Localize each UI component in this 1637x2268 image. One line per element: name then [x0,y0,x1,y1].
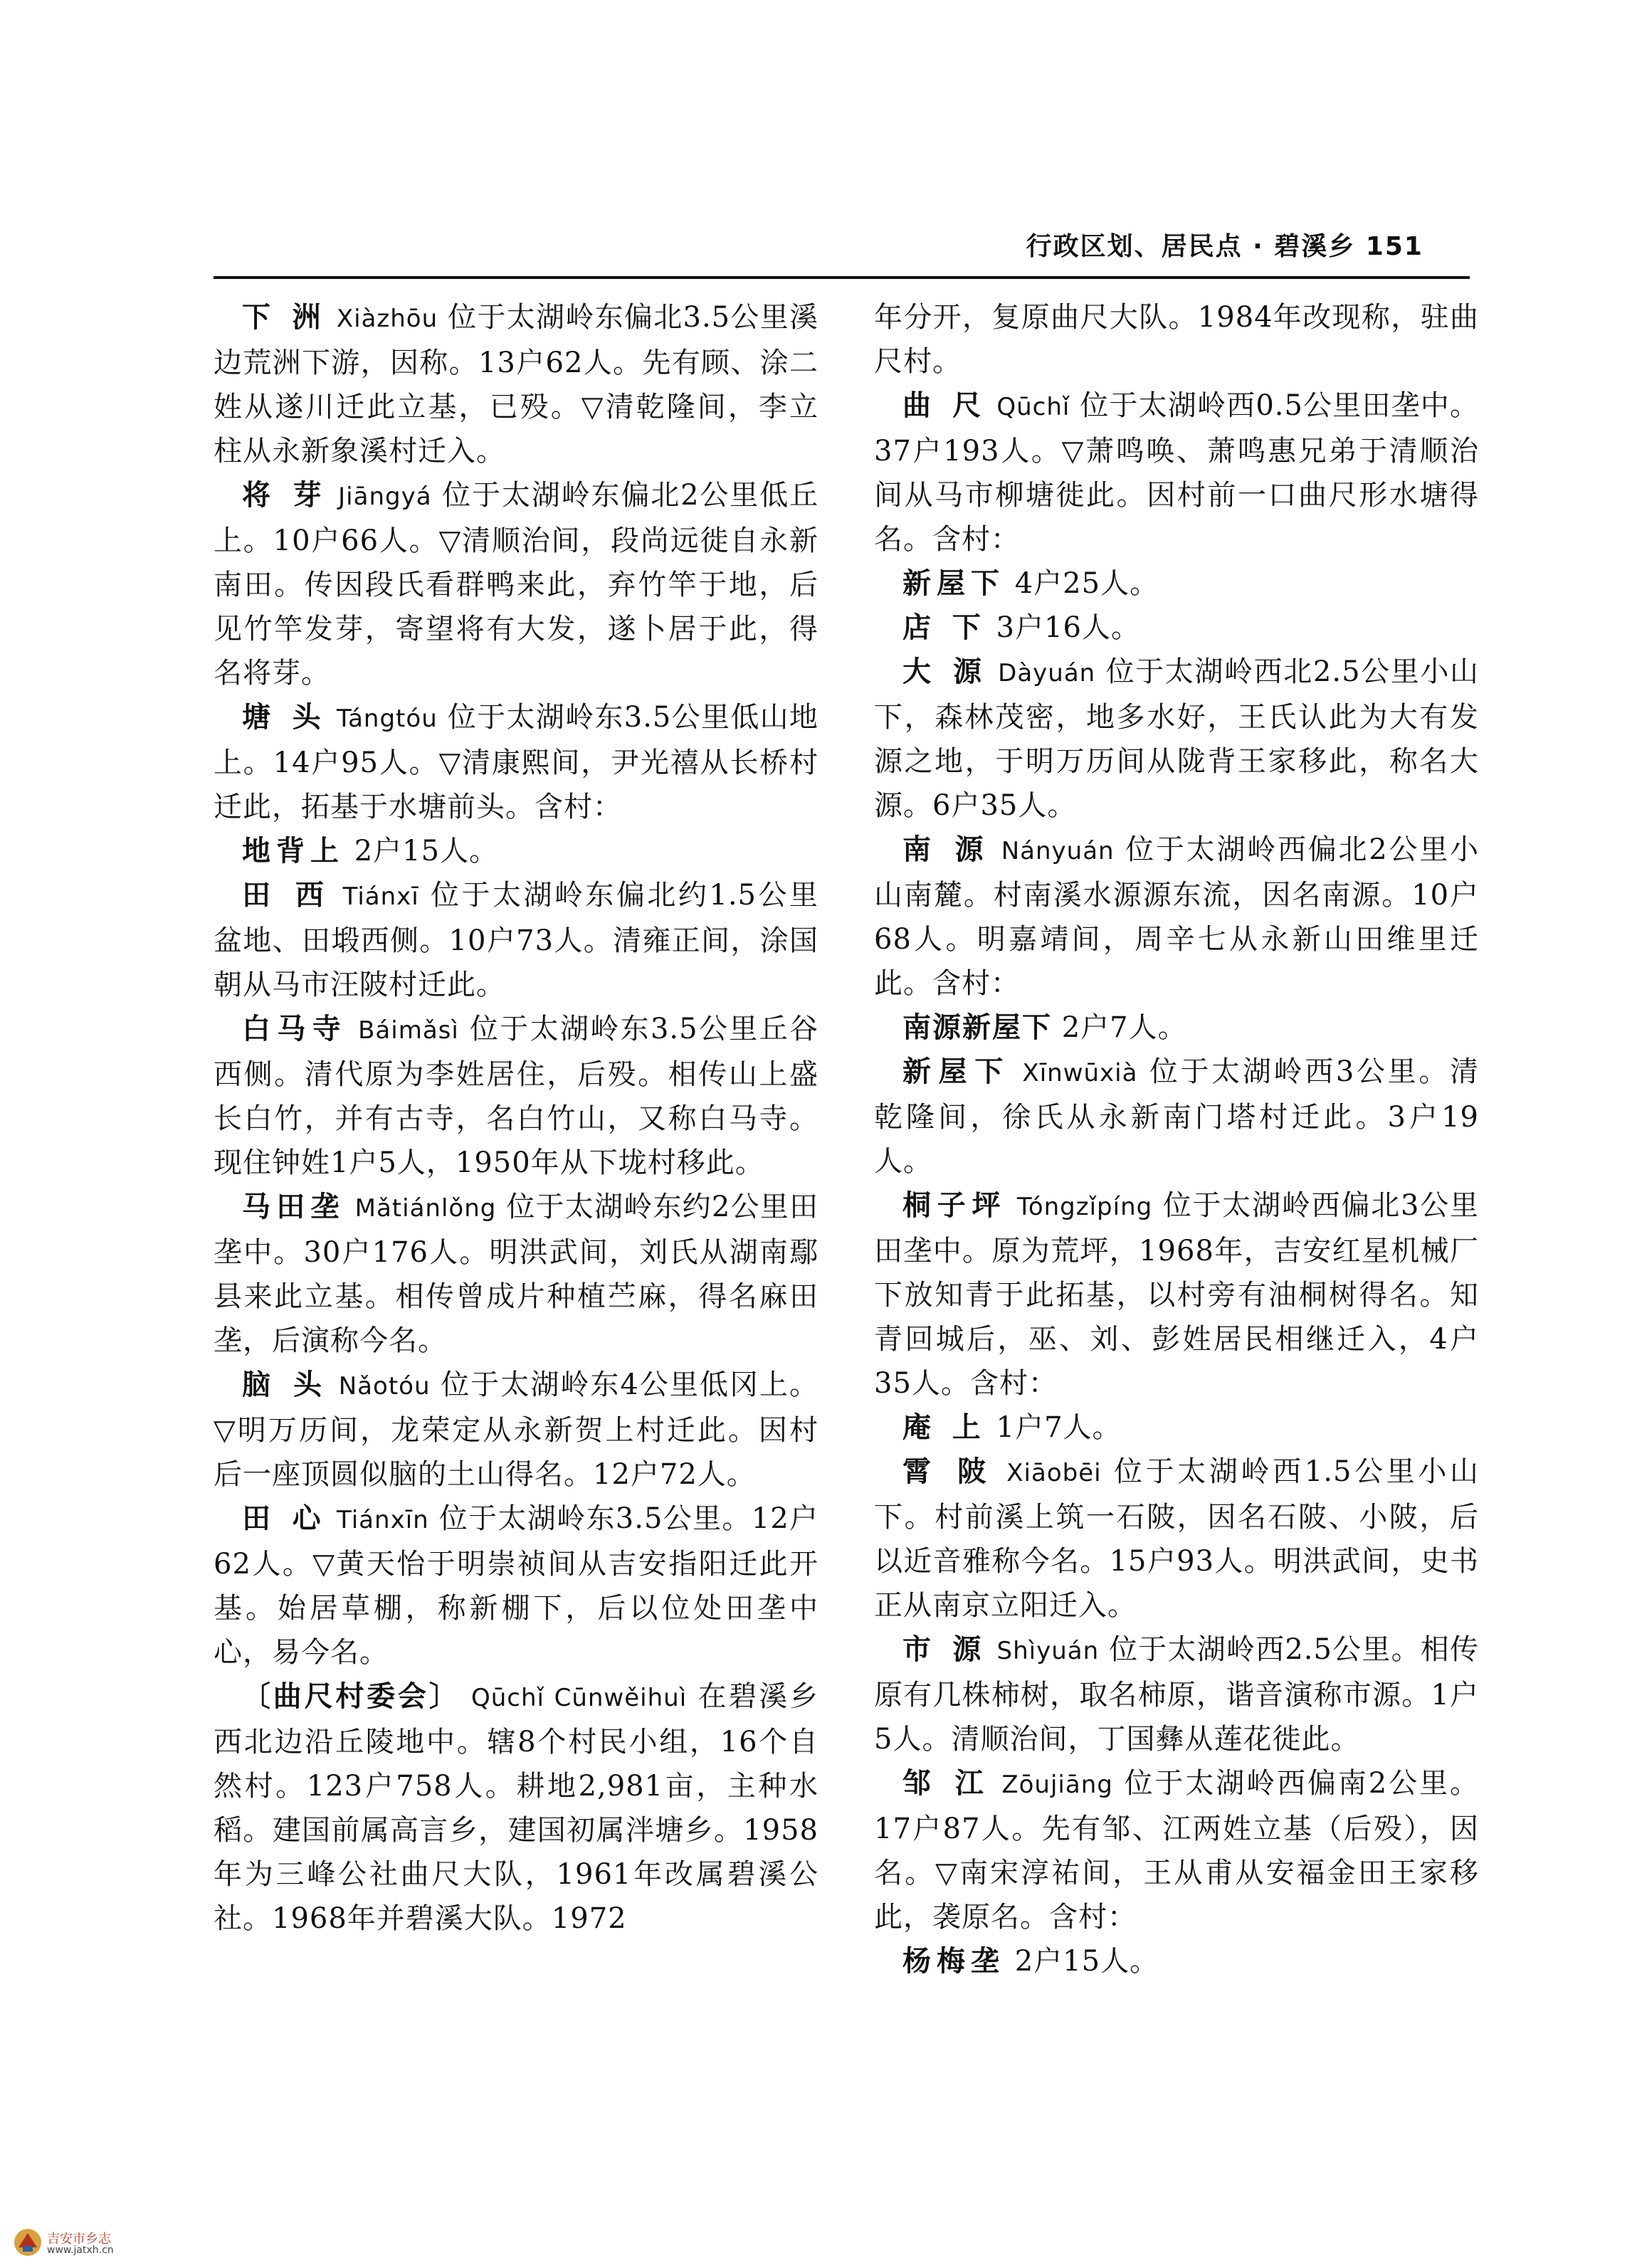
entry-dayuan [874,650,1479,828]
entry-name: 南 源 [902,833,991,866]
entry-romanization: Xīnwūxià [1022,1059,1138,1087]
entry-romanization: Nǎotóu [338,1372,431,1401]
entry-romanization: Mǎtiánlǒng [354,1194,497,1223]
entry-text: 4户25人。 [1014,567,1159,600]
entry-name: 脑 头 [242,1368,328,1401]
header-rule [214,276,1470,279]
entry-xiaobei [874,1450,1479,1628]
entry-name: 桐子坪 [902,1189,1007,1222]
entry-name: 将 芽 [242,479,328,512]
entry-continuation [874,295,1479,384]
entry-baimasi [214,1007,818,1185]
entry-tianxi [214,873,818,1007]
entry-romanization: Tóngzǐpíng [1016,1193,1153,1221]
entry-xinwuxia-2 [874,1050,1479,1183]
entry-text: 位于太湖岭东3.5公里。12户62人。▽黄天怡于明崇祯间从吉安指阳迁此开基。始居草棚，称新棚下，后以位处田垄中心，易今名。 [214,1502,818,1669]
entry-name: 庵 上 [902,1411,986,1444]
entry-romanization: Zōujiāng [1001,1771,1113,1799]
entry-text: 位于太湖岭西1.5公里小山下。村前溪上筑一石陂，因名石陂、小陂，后以近音雅称今名。15户93人。明洪武间，史书正从南京立阳迁入。 [874,1455,1480,1622]
entry-romanization: Qūchǐ [996,393,1070,421]
entry-tongziping [874,1183,1479,1405]
entry-zoujiang [874,1761,1479,1939]
entry-romanization: Tángtóu [336,705,438,733]
watermark-logo-icon [13,2227,43,2257]
entry-name: 〔曲尺村委会〕 [242,1680,460,1713]
entry-quchi-committee [214,1674,818,1941]
entry-text: 3户16人。 [996,611,1141,644]
entry-romanization: Tiánxīn [337,1506,429,1534]
left-column [214,295,818,1941]
entry-name: 市 源 [902,1633,987,1666]
entry-nanyuan-xinwuxia [874,1006,1479,1050]
watermark-text: 吉安市乡志 [47,2232,111,2247]
entry-text: 在碧溪乡西北边沿丘陵地中。辖8个村民小组，16个自然村。123户758人。耕地2,981亩，主种水稻。建国前属高言乡，建国初属泮塘乡。1958年为三峰公社曲尺大队，1961年改属碧溪公社。1968年并碧溪大队。1972 [214,1680,819,1935]
entry-dibeishang [214,829,818,873]
entry-name: 曲 尺 [902,389,987,422]
entry-text: 年分开，复原曲尺大队。1984年改现称，驻曲尺村。 [874,301,1479,378]
watermark-url: www.jatxh.cn [47,2245,114,2256]
entry-text: 1户7人。 [996,1411,1122,1444]
entry-xiazhou [214,295,818,473]
entry-romanization: Nányuán [1001,837,1115,865]
right-column [874,295,1479,1983]
entry-text: 位于太湖岭西北2.5公里小山下，森林茂密，地多水好，王氏认此为大有发源之地，于明万历间从陇背王家移此，称名大源。6户35人。 [874,655,1479,822]
entry-name: 白马寺 [242,1013,348,1045]
entry-romanization: Báimǎsì [358,1016,459,1045]
entry-romanization: Tiánxī [342,882,419,911]
entry-text: 2户7人。 [1061,1011,1187,1044]
entry-name: 大 源 [902,655,988,688]
entry-shiyuan [874,1628,1479,1761]
entry-name: 南源新屋下 [902,1011,1052,1044]
entry-name: 新屋下 [902,567,1005,600]
entry-text: 位于太湖岭西0.5公里田垄中。37户193人。▽萧鸣唤、萧鸣惠兄弟于清顺治间从马市柳塘徙此。因村前一口曲尺形水塘得名。含村： [874,389,1480,556]
entry-romanization: Xiàzhōu [336,305,438,333]
entry-romanization: Qūchǐ Cūnwěihuì [471,1684,688,1712]
entry-text: 位于太湖岭东3.5公里丘谷西侧。清代原为李姓居住，后殁。相传山上盛长白竹，并有古寺，名白竹山，又称白马寺。现住钟姓1户5人，1950年从下垅村移此。 [214,1013,818,1179]
entry-text: 2户15人。 [1014,1945,1159,1978]
entry-text: 位于太湖岭东3.5公里低山地上。14户95人。▽清康熙间，尹光禧从长桥村迁此，拓基于水塘前头。含村： [214,701,818,823]
entry-name: 新屋下 [902,1055,1011,1088]
entry-text: 位于太湖岭东4公里低冈上。▽明万历间，龙荣定从永新贺上村迁此。因村后一座顶圆似脑的土山得名。12户72人。 [214,1368,819,1491]
running-head: 行政区划、居民点 · 碧溪乡 151 [1026,232,1423,261]
entry-dianxia [874,606,1479,650]
watermark [13,2227,198,2263]
entry-name: 邹 江 [902,1767,991,1800]
entry-anshang [874,1405,1479,1450]
entry-name: 地背上 [242,835,344,867]
entry-name: 霄 陂 [902,1455,994,1488]
entry-yangmeilong [874,1939,1479,1983]
entry-romanization: Xiāobēi [1006,1459,1102,1487]
entry-nanyuan [874,828,1479,1006]
entry-romanization: Jiāngyá [338,482,432,511]
entry-text: 位于太湖岭西偏北2公里小山南麓。村南溪水源源东流，因名南源。10户68人。明嘉靖间，周辛七从永新山田维里迁此。含村： [874,833,1479,1000]
entry-text: 位于太湖岭西2.5公里。相传原有几株柿树，取名柿原，谐音演称市源。1户5人。清顺治间，丁国彝从莲花徙此。 [874,1633,1480,1756]
entry-text: 位于太湖岭东约2公里田垄中。30户176人。明洪武间，刘氏从湖南鄢县来此立基。相传曾成片种植苎麻，得名麻田垄，后演称今名。 [214,1191,819,1357]
page-header [0,226,1637,269]
entry-text: 2户15人。 [354,835,499,867]
entry-text: 位于太湖岭东偏北约1.5公里盆地、田塅西侧。10户73人。清雍正间，涂国朝从马市汪陂村迁此。 [214,879,818,1001]
entry-name: 田 心 [242,1502,327,1535]
entry-matianlong [214,1185,818,1363]
entry-tangtou [214,695,818,829]
entry-text: 位于太湖岭西3公里。清乾隆间，徐氏从永新南门塔村迁此。3户19人。 [874,1055,1480,1178]
entry-name: 店 下 [902,611,986,644]
entry-text: 位于太湖岭西偏北3公里田垄中。原为荒坪，1968年，吉安红星机械厂下放知青于此拓基，以村旁有油桐树得名。知青回城后，巫、刘、彭姓居民相继迁入，4户35人。含村： [874,1189,1479,1400]
entry-text: 位于太湖岭东偏北2公里低丘上。10户66人。▽清顺治间，段尚远徙自永新南田。传因段氏看群鸭来此，弃竹竿于地，后见竹竿发芽，寄望将有大发，遂卜居于此，得名将芽。 [214,479,819,690]
entry-quchi [874,384,1479,561]
entry-romanization: Dàyuán [998,659,1096,687]
entry-romanization: Shìyuán [996,1637,1100,1665]
entry-text: 位于太湖岭西偏南2公里。17户87人。先有邹、江两姓立基（后殁），因名。▽南宋淳祐间，王从甫从安福金田王家移此，袭原名。含村： [874,1767,1480,1934]
entry-name: 下 洲 [242,301,327,334]
entry-name: 田 西 [242,879,332,912]
entry-tianxin [214,1497,818,1674]
entry-name: 塘 头 [242,701,327,734]
entry-text: 位于太湖岭东偏北3.5公里溪边荒洲下游，因称。13户62人。先有顾、涂二姓从遂川迁此立基，已殁。▽清乾隆间，李立柱从永新象溪村迁入。 [214,301,818,468]
entry-xinwuxia-1 [874,561,1479,606]
entry-jiangya [214,473,818,695]
entry-naotou [214,1363,818,1497]
entry-name: 杨梅垄 [902,1945,1005,1978]
entry-name: 马田垄 [242,1191,345,1223]
